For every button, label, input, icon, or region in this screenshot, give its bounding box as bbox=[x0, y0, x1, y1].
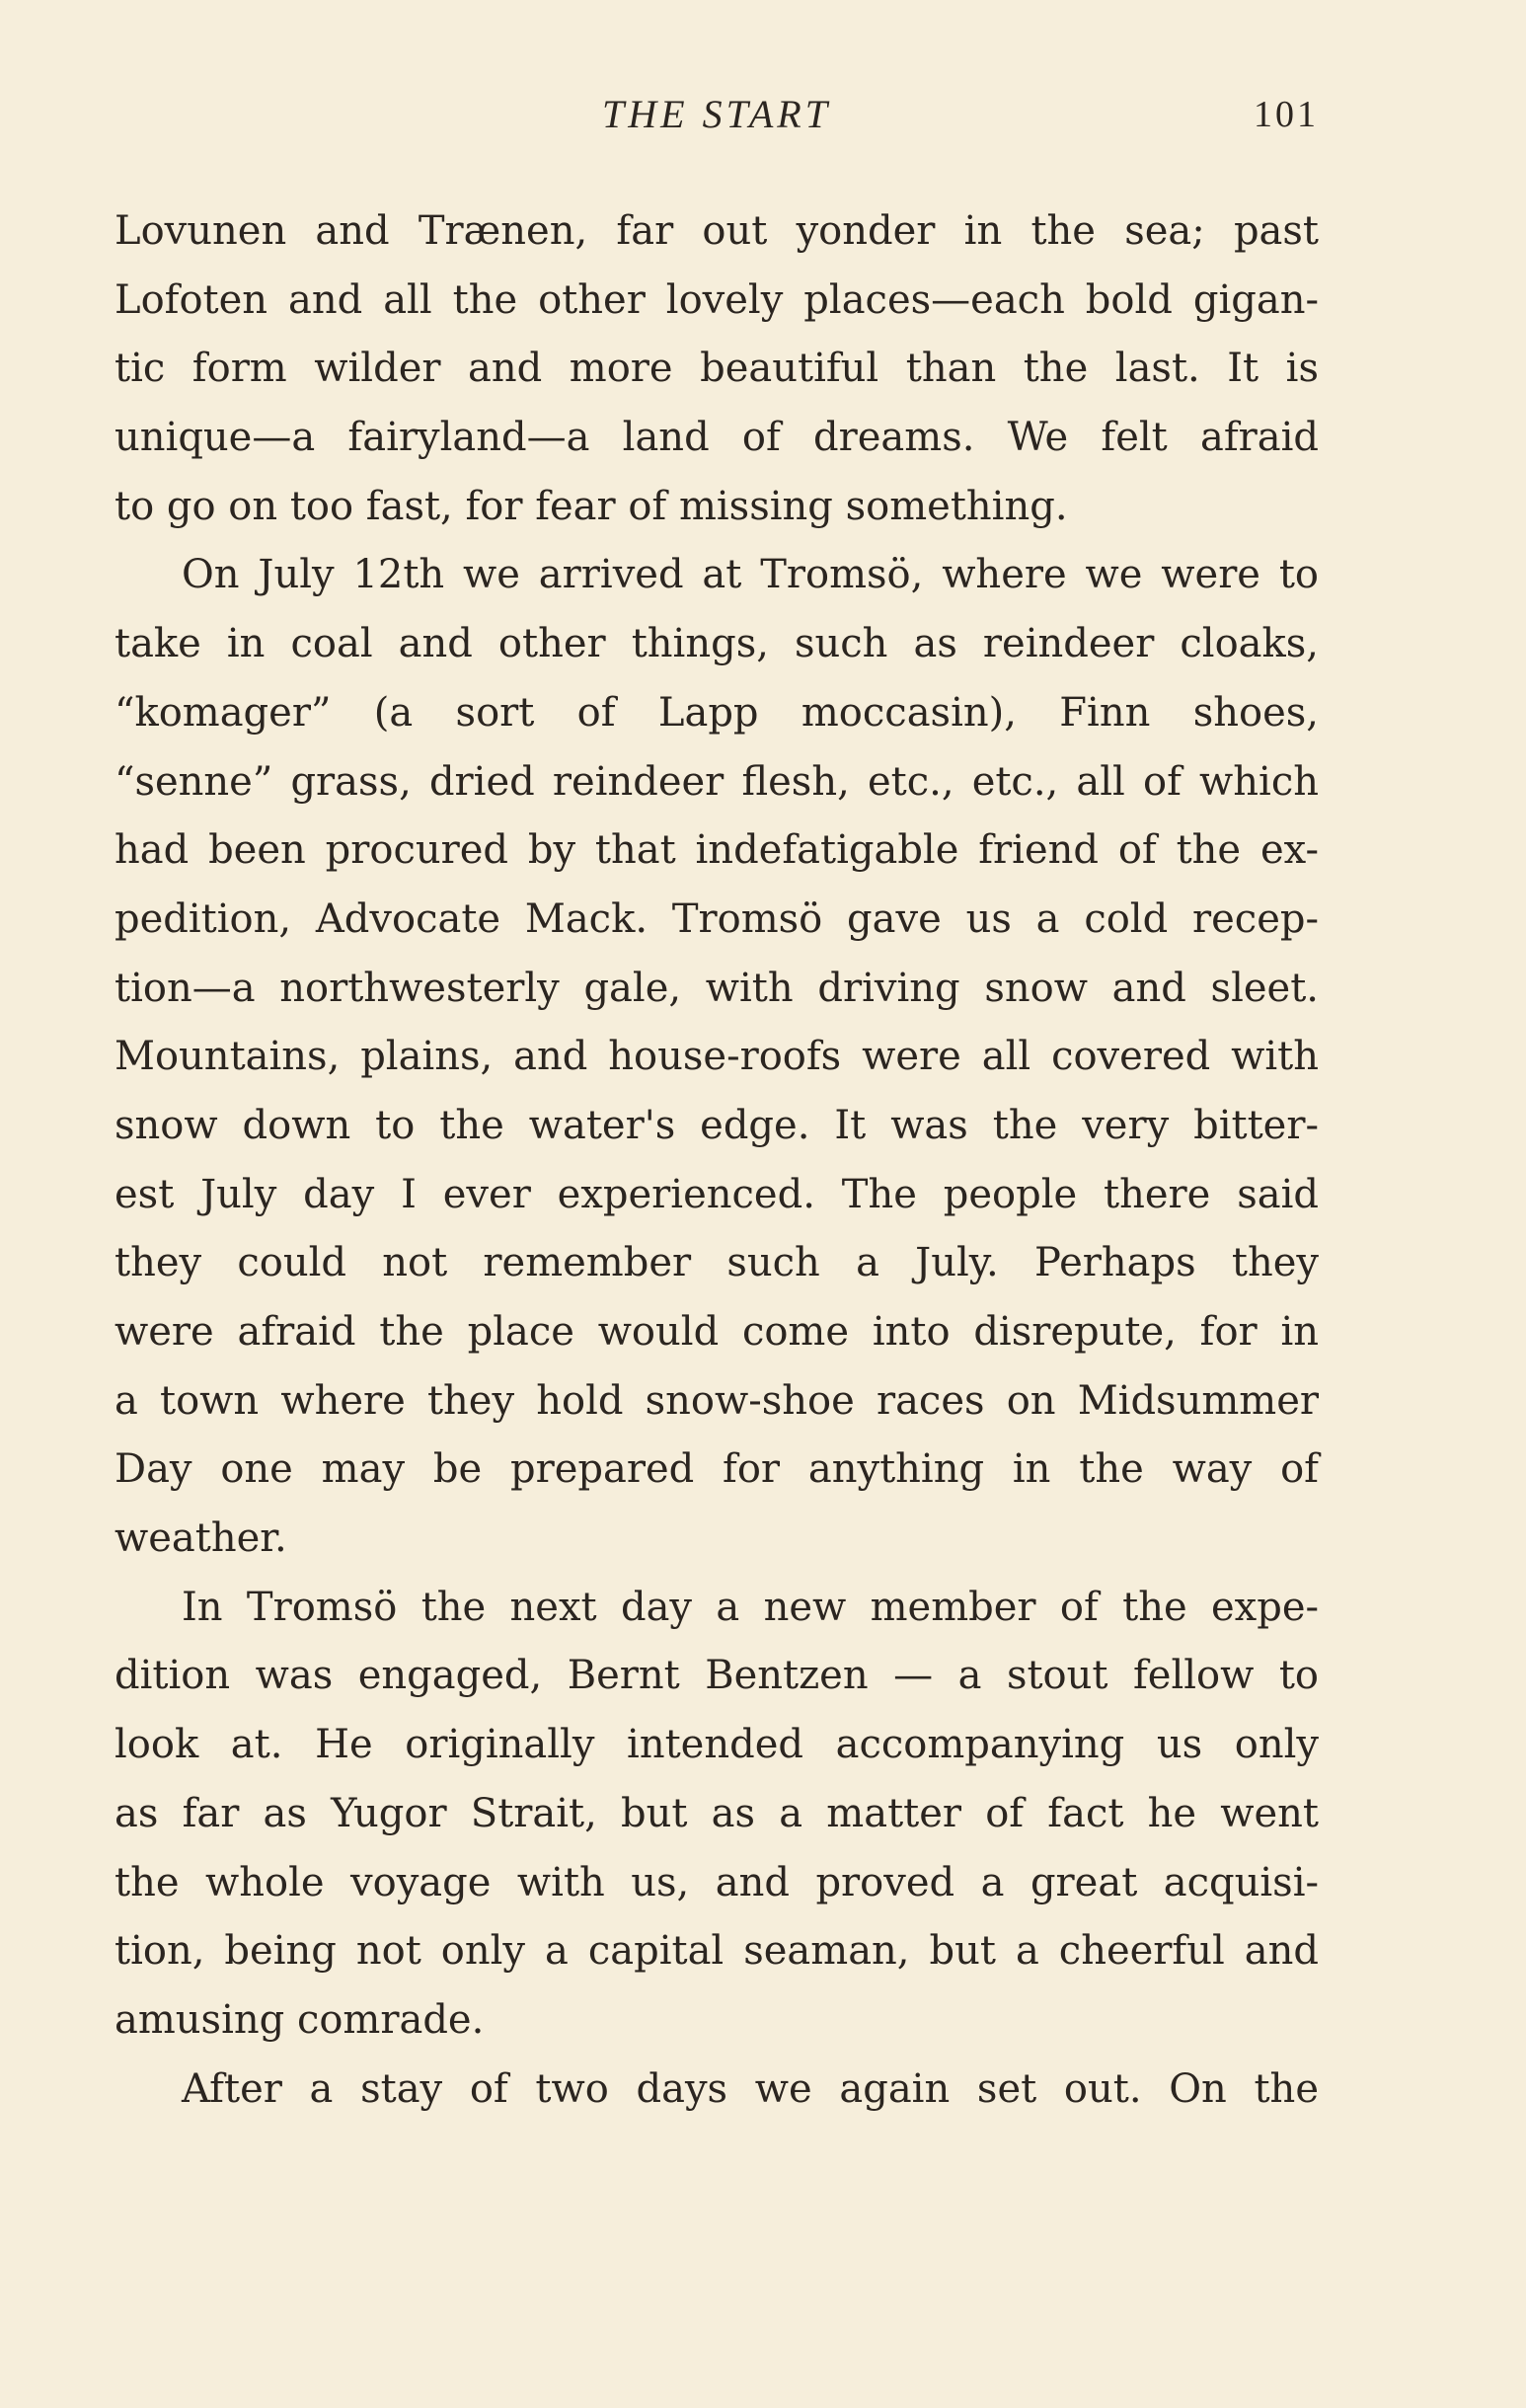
text-line: “senne” grass, dried reindeer flesh, etc., etc., all of which bbox=[114, 758, 1319, 805]
text-line: Lofoten and all the other lovely places—each bold gigan- bbox=[114, 276, 1319, 323]
text-line: dition was engaged, Bernt Bentzen — a stout fellow to bbox=[114, 1653, 1319, 1699]
text-line: tion, being not only a capital seaman, but a cheerful and bbox=[114, 1928, 1319, 1975]
text-line: tion—a northwesterly gale, with driving snow and sleet. bbox=[114, 965, 1319, 1011]
running-title: THE START bbox=[602, 92, 831, 136]
text-line: take in coal and other things, such as reindeer cloaks, bbox=[114, 621, 1319, 667]
text-line: snow down to the water's edge. It was the very bitter- bbox=[114, 1102, 1319, 1148]
text-line: In Tromsö the next day a new member of the expe- bbox=[182, 1584, 1319, 1630]
text-line: were afraid the place would come into disrepute, for in bbox=[114, 1309, 1319, 1355]
text-line: weather. bbox=[114, 1515, 287, 1562]
text-line: est July day I ever experienced. The people there said bbox=[114, 1171, 1319, 1217]
text-line: On July 12th we arrived at Tromsö, where we were to bbox=[182, 552, 1319, 598]
text-line: pedition, Advocate Mack. Tromsö gave us a cold recep- bbox=[114, 895, 1319, 942]
text-line: had been procured by that indefatigable friend of the ex- bbox=[114, 827, 1319, 874]
running-head bbox=[114, 87, 1319, 142]
text-line: as far as Yugor Strait, but as a matter of fact he went bbox=[114, 1790, 1319, 1836]
text-line: unique—a fairyland—a land of dreams. We felt afraid bbox=[114, 415, 1319, 461]
text-line: they could not remember such a July. Perhaps they bbox=[114, 1240, 1319, 1286]
text-line: the whole voyage with us, and proved a great acquisi- bbox=[114, 1859, 1319, 1905]
page-number: 101 bbox=[1254, 94, 1319, 135]
text-line: Lovunen and Trænen, far out yonder in the sea; past bbox=[114, 208, 1319, 254]
text-line: “komager” (a sort of Lapp moccasin), Finn shoes, bbox=[114, 689, 1319, 736]
text-line: a town where they hold snow-shoe races on Midsummer bbox=[114, 1377, 1319, 1424]
text-line: Day one may be prepared for anything in the way of bbox=[114, 1446, 1319, 1493]
text-line: Mountains, plains, and house-roofs were all covered with bbox=[114, 1034, 1319, 1080]
text-line: tic form wilder and more beautiful than the last. It is bbox=[114, 346, 1319, 392]
text-line: amusing comrade. bbox=[114, 1996, 485, 2043]
text-line: After a stay of two days we again set out. On the bbox=[182, 2065, 1319, 2112]
text-line: look at. He originally intended accompanying us only bbox=[114, 1722, 1319, 1768]
text-line: to go on too fast, for fear of missing something. bbox=[114, 483, 1068, 529]
body-text bbox=[114, 197, 1319, 2124]
